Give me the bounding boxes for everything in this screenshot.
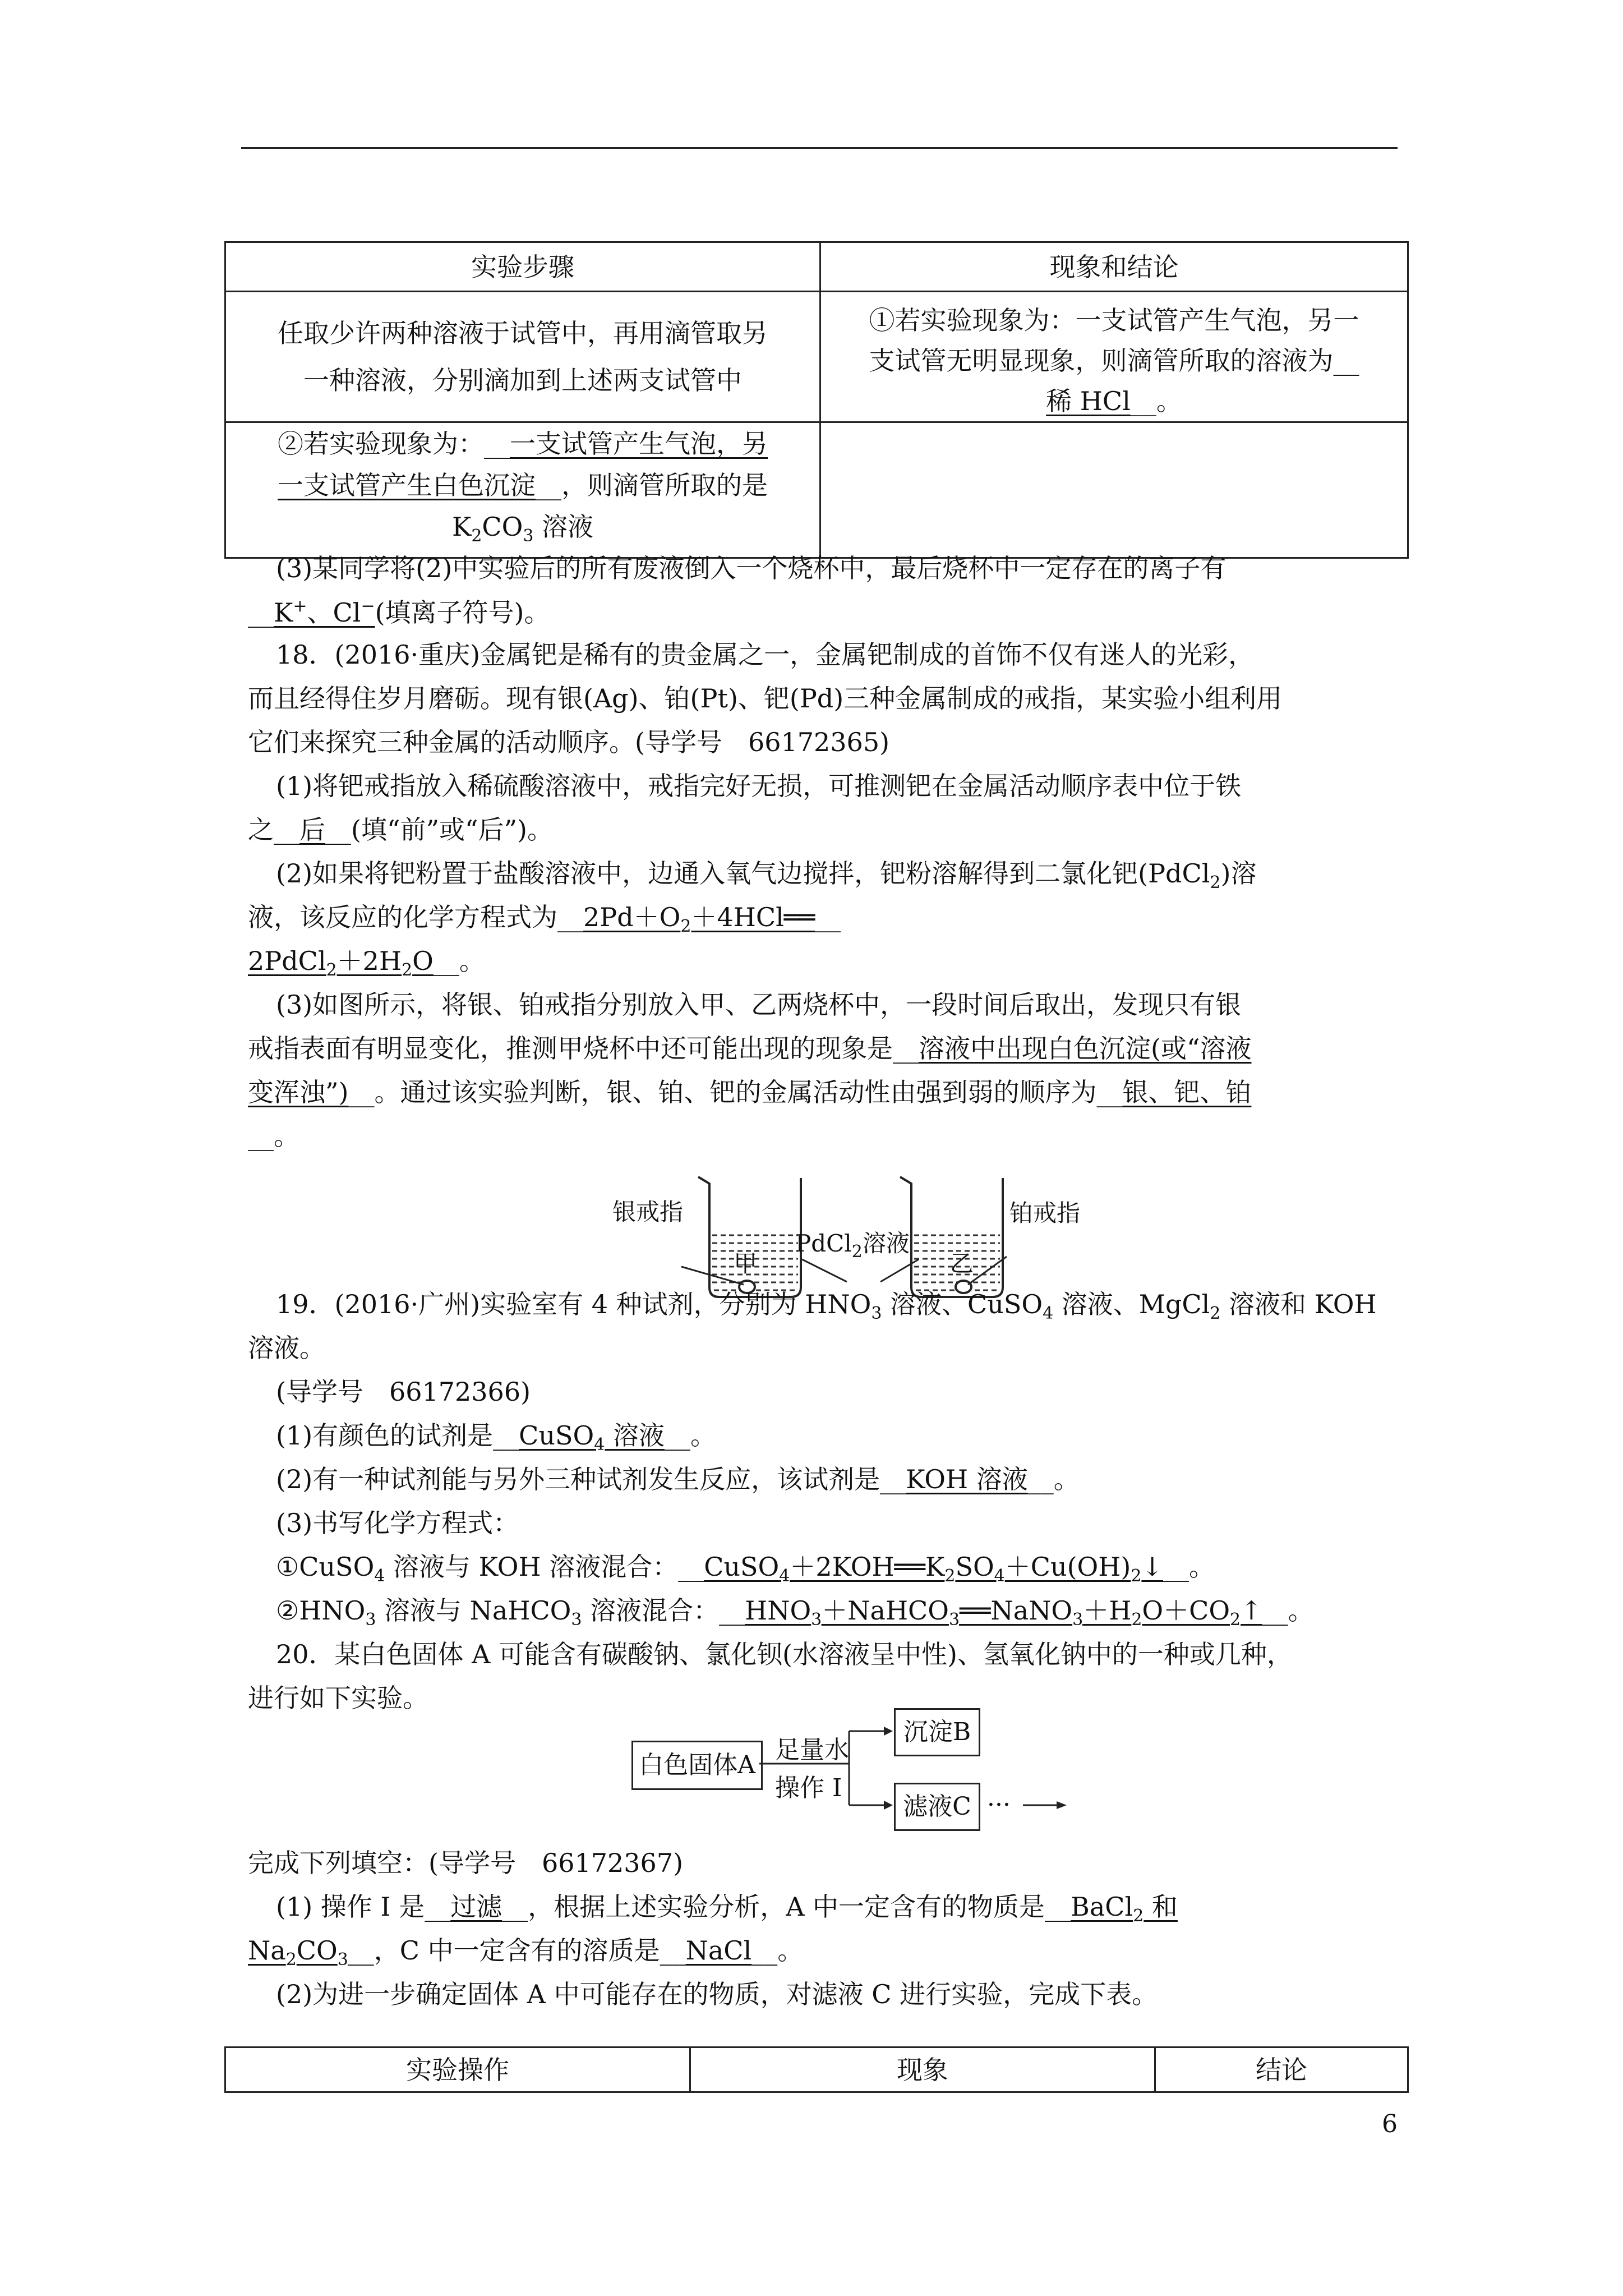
table2-header-operation: 实验操作: [225, 2047, 690, 2092]
q19-eq1: ①CuSO$_4$ 溶液与 KOH 溶液混合：$\_\_CuSO_4+2KOH══K_2SO_4+Cu(OH)_2↓\_\_$。: [276, 1552, 1215, 1586]
q18-p1-line1: (1)将钯戒指放入稀硫酸溶液中，戒指完好无损，可推测钯在金属活动顺序表中位于铁: [276, 771, 1242, 801]
q19-p2: (2)有一种试剂能与另外三种试剂发生反应，该试剂是__KOH 溶液__。: [276, 1464, 1080, 1494]
table2-header-phenomenon: 现象: [690, 2047, 1155, 2092]
experiment-table-2: [224, 2046, 1409, 2093]
q3-line2: __K+、Cl−(填离子符号)。: [248, 596, 550, 628]
q18-p3-line3: 变浑浊”)__。通过该实验判断，银、铂、钯的金属活动性由强到弱的顺序为__银、钯、铂: [248, 1077, 1252, 1107]
q19-eq2: $②HNO_3$ 溶液与 NaHCO$_3$ 溶液混合：$\_\_HNO_3+NaHCO_3══NaNO_3+H_2O+CO_2↑\_\_$。: [276, 1595, 1314, 1630]
table2-header-conclusion: 结论: [1155, 2047, 1408, 2092]
q19-line1: 19．(2016·广州)实验室有 4 种试剂，分别为 $HNO_3$ 溶液、CuSO$_4$ 溶液、MgCl$_2$ 溶液和 KOH: [276, 1289, 1377, 1323]
flow-box-white-solid-a: 白色固体A: [631, 1741, 763, 1790]
experiment-table-1: [224, 241, 1409, 559]
fig-label-beaker-a: 甲: [734, 1250, 758, 1277]
q18-p3-line4: __。: [248, 1121, 299, 1151]
q18-p1-line2: 之__后__(填“前”或“后”)。: [248, 815, 553, 845]
table1-row1-steps: 任取少许两种溶液于试管中，再用滴管取另 一种溶液，分别滴加到上述两支试管中: [225, 292, 820, 422]
table1-header-steps: 实验步骤: [225, 242, 820, 292]
q19-line3: (导学号 66172366): [276, 1377, 531, 1407]
fig-label-pdcl2: PdCl$_2$溶液: [795, 1230, 910, 1262]
q18-line3: 它们来探究三种金属的活动顺序。(导学号 66172365): [248, 727, 890, 757]
q20-p1-line2: $Na_2CO_3\_\_$，C 中一定含有的溶质是__NaCl__。: [248, 1935, 804, 1970]
q18-p2-line3: $2PdCl_2+2H_2O\_\_$。: [248, 946, 485, 980]
fig-label-beaker-b: 乙: [950, 1250, 974, 1277]
table1-row1-result: ①若实验现象为：一支试管产生气泡，另一 支试管无明显现象，则滴管所取的溶液为__ 稀 HCl__。: [820, 292, 1408, 422]
q3-line1: (3)某同学将(2)中实验后的所有废液倒入一个烧杯中，最后烧杯中一定存在的离子有: [276, 553, 1227, 583]
q18-p3-line2: 戒指表面有明显变化，推测甲烧杯中还可能出现的现象是__溶液中出现白色沉淀(或“溶液: [248, 1033, 1252, 1064]
table1-row2-empty: [820, 422, 1408, 558]
q19-p1: (1)有颜色的试剂是__CuSO$_4$ 溶液__。: [276, 1420, 716, 1455]
fig-label-platinum-ring: 铂戒指: [1009, 1199, 1081, 1227]
q18-line1: 18．(2016·重庆)金属钯是稀有的贵金属之一，金属钯制成的首饰不仅有迷人的光彩，: [276, 639, 1255, 670]
flow-box-precipitate-b: 沉淀B: [894, 1708, 980, 1756]
q20-line2: 进行如下实验。: [248, 1683, 428, 1713]
fig-label-silver-ring: 银戒指: [612, 1198, 684, 1226]
table1-row2-result: ②若实验现象为：__一支试管产生气泡，另 一支试管产生白色沉淀__，则滴管所取的是 $K_2CO_3$ 溶液: [225, 422, 820, 558]
q18-p2-line1: (2)如果将钯粉置于盐酸溶液中，边通入氧气边搅拌，钯粉溶解得到二氯化钯(PdCl$_2$)溶: [276, 858, 1257, 892]
q18-p2-line2: 液，该反应的化学方程式为$\_\_2Pd+O_2+4HCl══\_\_$: [248, 902, 841, 936]
page-number: 6: [1382, 2110, 1398, 2138]
q20-line3: 完成下列填空：(导学号 66172367): [248, 1848, 684, 1878]
table1-header-results: 现象和结论: [820, 242, 1408, 292]
q20-line1: 20．某白色固体 A 可能含有碳酸钠、氯化钡(水溶液呈中性)、氢氧化钠中的一种或几种，: [276, 1639, 1293, 1669]
q19-p3: (3)书写化学方程式：: [276, 1508, 519, 1538]
flow-arrow-bottom-label: 操作 I: [775, 1774, 842, 1802]
flow-arrow-top-label: 足量水: [775, 1736, 849, 1764]
q20-p1-line1: (1) 操作 I 是__过滤__，根据上述实验分析，A 中一定含有的物质是__BaCl$_2$ 和: [276, 1892, 1178, 1926]
flow-dots: ···: [987, 1791, 1011, 1819]
q18-p3-line1: (3)如图所示，将银、铂戒指分别放入甲、乙两烧杯中，一段时间后取出，发现只有银: [276, 990, 1242, 1020]
q20-p2: (2)为进一步确定固体 A 中可能存在的物质，对滤液 C 进行实验，完成下表。: [276, 1979, 1158, 2009]
header-rule: [241, 147, 1398, 149]
flow-box-filtrate-c: 滤液C: [894, 1783, 980, 1831]
q19-line2: 溶液。: [248, 1333, 325, 1363]
q18-line2: 而且经得住岁月磨砺。现有银(Ag)、铂(Pt)、钯(Pd)三种金属制成的戒指，某实验小组利用: [248, 683, 1283, 714]
